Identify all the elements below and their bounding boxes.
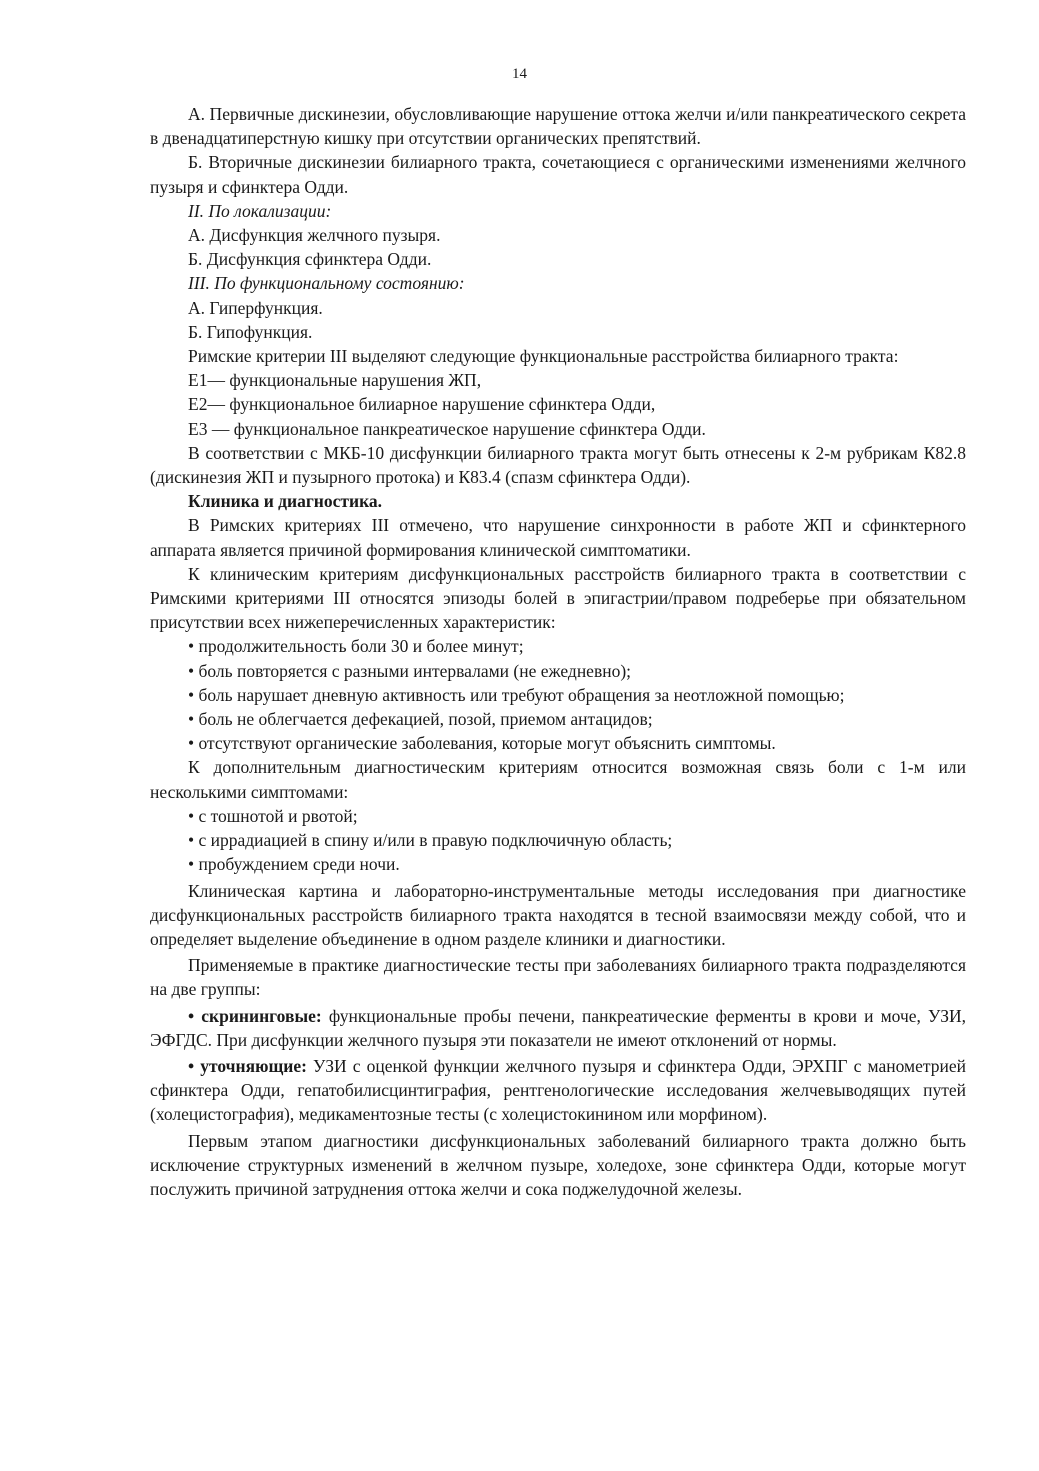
paragraph: В соответствии с МКБ-10 дисфункции билиарного тракта могут быть отнесены к 2-м рубрикам К82.8 (дискинезия ЖП и пузырного протока) и К83.4 (спазм сфинктера Одди). — [150, 442, 966, 488]
list-item: А. Гиперфункция. — [188, 297, 323, 318]
section-heading: II. По локализации: — [188, 200, 332, 221]
paragraph: К клиническим критериям дисфункциональных расстройств билиарного тракта в соответствии с Римскими критериями III относятся эпизоды болей в эпигастрии/правом подреберье при обязательном присутствии всех нижеперечисленных характеристик: — [150, 563, 966, 633]
bullet-lead: • скрининговые: — [188, 1005, 322, 1026]
list-item: Е3 — функциональное панкреатическое нарушение сфинктера Одди. — [188, 418, 706, 439]
bullet-item: • отсутствуют органические заболевания, которые могут объяснить симптомы. — [188, 733, 776, 754]
paragraph: А. Первичные дискинезии, обусловливающие нарушение оттока желчи и/или панкреатического секрета в двенадцатиперстную кишку при отсутствии органических препятствий. — [150, 104, 966, 149]
page-number: 14 — [512, 66, 527, 82]
list-item: Е2— функциональное билиарное нарушение сфинктера Одди, — [188, 394, 656, 415]
list-item: Е1— функциональные нарушения ЖП, — [188, 370, 482, 391]
bullet-item — [150, 1004, 966, 1052]
paragraph: В Римских критериях III отмечено, что нарушение синхронности в работе ЖП и сфинктерного аппарата является причиной формирования клинической симптоматики. — [150, 515, 966, 560]
bullet-lead: • уточняющие: — [188, 1055, 307, 1076]
paragraph: К дополнительным диагностическим критериям относится возможная связь боли с 1-м или несколькими симптомами: — [150, 757, 966, 802]
bullet-item: • продолжительность боли 30 и более минут; — [188, 636, 524, 657]
bullet-item: • боль повторяется с разными интервалами (не ежедневно); — [188, 660, 632, 681]
list-item: Б. Гипофункция. — [188, 321, 313, 342]
bullet-text: функциональные пробы печени, панкреатические ферменты в крови и моче, УЗИ, ЭФГДС. При дисфункции желчного пузыря эти показатели не имеют отклонений от нормы. — [150, 1005, 966, 1050]
paragraph: Клиническая картина и лабораторно-инструментальные методы исследования при диагностике дисфункциональных расстройств билиарного тракта находятся в тесной взаимосвязи между собой, что и определяет выделение объединение в одном разделе клиники и диагностики. — [150, 880, 966, 949]
list-item: А. Дисфункция желчного пузыря. — [188, 225, 441, 246]
page-body — [150, 102, 966, 1201]
bullet-text: УЗИ с оценкой функции желчного пузыря и сфинктера Одди, ЭРХПГ с манометрией сфинктера Одди, гепатобилисцинтиграфия, рентгенологические исследования желчевыводящих путей (холецистография), медикаментозные тесты (с холецистокинином или морфином). — [150, 1055, 966, 1125]
bullet-item: • с тошнотой и рвотой; — [188, 805, 358, 826]
paragraph: Первым этапом диагностики дисфункциональных заболеваний билиарного тракта должно быть исключение структурных изменений в желчном пузыре, холедохе, зоне сфинктера Одди, которые могут послужить причиной затруднения оттока желчи и сока поджелудочной железы. — [150, 1130, 966, 1199]
bullet-item: • боль нарушает дневную активность или требуют обращения за неотложной помощью; — [188, 684, 845, 705]
bullet-item: • боль не облегчается дефекацией, позой, приемом антацидов; — [188, 709, 653, 730]
bullet-item: • с иррадиацией в спину и/или в правую подключичную область; — [188, 830, 673, 851]
section-title: Клиника и диагностика. — [188, 491, 383, 512]
paragraph: Применяемые в практике диагностические тесты при заболеваниях билиарного тракта подразделяются на две группы: — [150, 955, 966, 1000]
section-heading: III. По функциональному состоянию: — [188, 273, 465, 294]
paragraph: Б. Вторичные дискинезии билиарного тракта, сочетающиеся с органическими изменениями желчного пузыря и сфинктера Одди. — [150, 152, 966, 197]
paragraph: Римские критерии III выделяют следующие функциональные расстройства билиарного тракта: — [188, 346, 899, 367]
bullet-item — [150, 1054, 966, 1127]
bullet-item: • пробуждением среди ночи. — [188, 854, 400, 875]
list-item: Б. Дисфункция сфинктера Одди. — [188, 249, 432, 270]
